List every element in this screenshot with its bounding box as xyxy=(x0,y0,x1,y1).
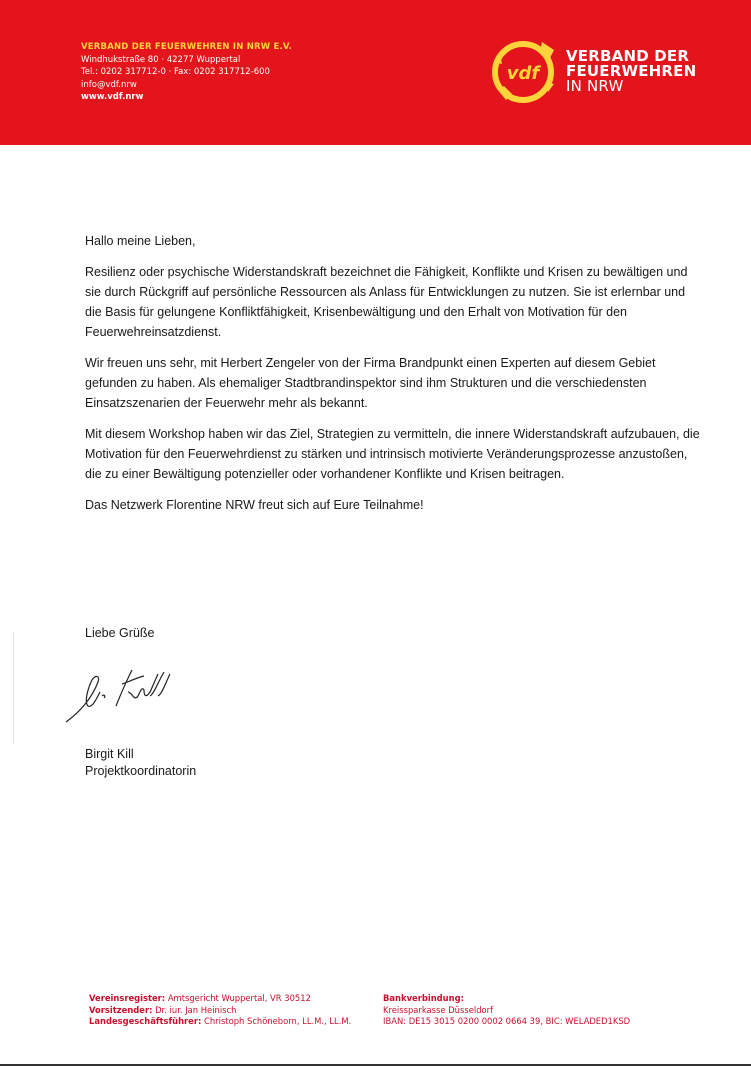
paragraph-3: Mit diesem Workshop haben wir das Ziel, Strategien zu vermitteln, die innere Widerstandskraft aufzubauen, die Motivation für den Feuerwehrdienst zu stärken und intrinsisch motivierte Veränderungsprozesse anzustoßen, die zu einer Bewältigung potenzieller oder vorhandener Konflikte und Krisen beitragen. xyxy=(85,427,700,481)
director-label: Landesgeschäftsführer: xyxy=(89,1016,202,1026)
register-value: Amtsgericht Wuppertal, VR 30512 xyxy=(167,993,311,1003)
bank-label: Bankverbindung: xyxy=(383,993,464,1003)
closing-salutation: Liebe Grüße xyxy=(85,626,155,640)
email-link[interactable]: info@vdf.nrw xyxy=(81,79,137,90)
website-link[interactable]: www.vdf.nrw xyxy=(81,92,144,102)
footer-bank xyxy=(383,993,630,1028)
bank-name: Kreissparkasse Düsseldorf xyxy=(383,1004,494,1015)
logo-line-3: IN NRW xyxy=(566,77,624,95)
phone-fax: Tel.: 0202 317712-0 · Fax: 0202 317712-600 xyxy=(81,67,270,77)
chair-label: Vorsitzender: xyxy=(89,1004,153,1015)
footer-registry xyxy=(89,993,351,1028)
logo-mark-text: vdf xyxy=(506,63,540,84)
greeting: Hallo meine Lieben, xyxy=(85,234,196,248)
letter-body xyxy=(85,231,705,526)
vdf-emblem-icon xyxy=(490,32,560,108)
iban-bic: IBAN: DE15 3015 0200 0002 0664 39, BIC: WELADED1KSD xyxy=(383,1016,631,1026)
org-name: VERBAND DER FEUERWEHREN IN NRW E.V. xyxy=(81,42,293,52)
paragraph-1: Resilienz oder psychische Widerstandskraft bezeichnet die Fähigkeit, Konflikte und Krisen zu bewältigen und sie durch Rückgriff auf persönliche Ressourcen als Anlass für Entwicklungen zu nutzen. Sie ist erlernbar und die Basis für gelungene Konfliktfähigkeit, Krisenbewältigung und den Erhalt von Motivation für den Feuerwehreinsatzdienst. xyxy=(85,265,688,339)
fold-mark xyxy=(13,632,14,744)
chair-value: Dr. iur. Jan Heinisch xyxy=(155,1004,237,1015)
paragraph-4: Das Netzwerk Florentine NRW freut sich auf Eure Teilnahme! xyxy=(85,498,424,512)
sender-address-block xyxy=(81,41,292,104)
letterhead-banner xyxy=(0,0,751,145)
vdf-logo xyxy=(490,32,720,112)
director-value: Christoph Schöneborn, LL.M., LL.M. xyxy=(204,1016,352,1026)
signer-name: Birgit Kill xyxy=(85,747,134,761)
street-address: Windhukstraße 80 · 42277 Wuppertal xyxy=(81,54,241,65)
signature-icon xyxy=(62,662,182,726)
signer-role: Projektkoordinatorin xyxy=(85,764,197,778)
paragraph-2: Wir freuen uns sehr, mit Herbert Zengeler von der Firma Brandpunkt einen Experten auf diesem Gebiet gefunden zu haben. Als ehemaliger Stadtbrandinspektor sind ihm Strukturen und die verschiedensten Einsatzszenarien der Feuerwehr mehr als bekannt. xyxy=(85,356,656,410)
signer-block xyxy=(85,746,196,780)
register-label: Vereinsregister: xyxy=(89,993,166,1003)
logo-line-1: VERBAND DER xyxy=(566,47,690,65)
logo-wordmark xyxy=(566,49,696,94)
logo-line-2: FEUERWEHREN xyxy=(566,62,697,80)
